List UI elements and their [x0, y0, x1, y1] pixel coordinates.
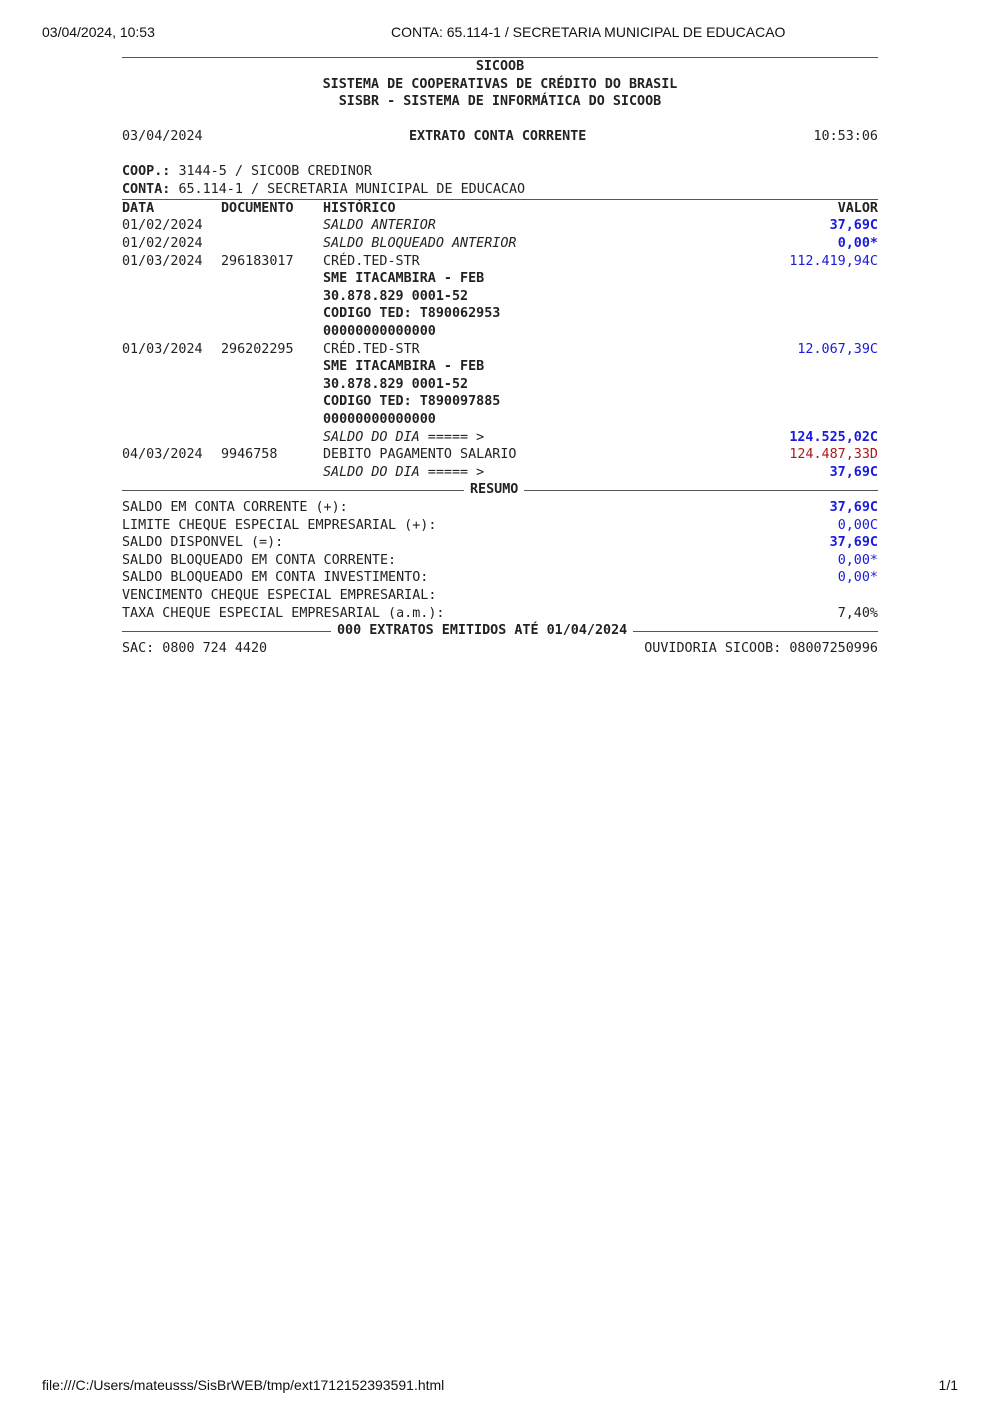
- coop-label: COOP.:: [122, 164, 171, 179]
- resumo-title: RESUMO: [464, 481, 524, 499]
- row-history: CRÉD.TED-STR: [323, 253, 420, 269]
- resumo-label: LIMITE CHEQUE ESPECIAL EMPRESARIAL (+):: [122, 517, 437, 533]
- resumo-value: 7,40%: [837, 605, 878, 621]
- extratos-divider: [122, 622, 878, 640]
- row-value: 0,00*: [837, 236, 878, 251]
- resumo-label: TAXA CHEQUE ESPECIAL EMPRESARIAL (a.m.):: [122, 605, 445, 621]
- row-detail: [122, 411, 878, 429]
- row-detail: [122, 358, 878, 376]
- resumo-label: SALDO BLOQUEADO EM CONTA INVESTIMENTO:: [122, 570, 429, 586]
- detail-text: SME ITACAMBIRA - FEB: [323, 271, 485, 287]
- row-date: 04/03/2024: [122, 447, 203, 463]
- row-history: SALDO BLOQUEADO ANTERIOR: [323, 236, 517, 251]
- table-row: [122, 446, 878, 464]
- detail-text: CODIGO TED: T890062953: [323, 306, 501, 322]
- report-header-row: [122, 128, 878, 146]
- resumo-value: 0,00C: [837, 517, 878, 533]
- resumo-row: [122, 499, 878, 517]
- coop-value: 3144-5 / SICOOB CREDINOR: [178, 164, 372, 179]
- resumo-value: 37,69C: [829, 500, 878, 515]
- bank-name: SICOOB: [475, 59, 525, 74]
- resumo-row: [122, 534, 878, 552]
- resumo-row: [122, 587, 878, 605]
- detail-text: 00000000000000: [323, 412, 436, 427]
- print-page-title: CONTA: 65.114-1 / SECRETARIA MUNICIPAL DE EDUCACAO: [391, 24, 786, 40]
- row-document: 296183017: [221, 253, 294, 269]
- row-date: 01/03/2024: [122, 341, 203, 357]
- detail-text: 30.878.829 0001-52: [323, 376, 469, 392]
- row-detail: [122, 393, 878, 411]
- row-history: SALDO ANTERIOR: [323, 218, 436, 234]
- report-time: 10:53:06: [813, 129, 878, 144]
- system-subtitle: SISBR - SISTEMA DE INFORMÁTICA DO SICOOB: [338, 94, 662, 110]
- extratos-emitidos: 000 EXTRATOS EMITIDOS ATÉ 01/04/2024: [331, 622, 633, 640]
- row-value: 112.419,94C: [789, 253, 878, 269]
- print-datetime: 03/04/2024, 10:53: [42, 24, 155, 40]
- resumo-divider: [122, 481, 878, 499]
- table-row: [122, 253, 878, 271]
- row-detail: [122, 305, 878, 323]
- row-value: 124.525,02C: [789, 429, 878, 445]
- row-detail: [122, 376, 878, 394]
- row-detail: [122, 270, 878, 288]
- table-row: [122, 341, 878, 359]
- resumo-label: SALDO DISPONVEL (=):: [122, 535, 284, 551]
- row-history: CRÉD.TED-STR: [323, 341, 420, 357]
- table-row: [122, 235, 878, 253]
- col-valor: VALOR: [837, 200, 878, 216]
- resumo-value: 0,00*: [837, 552, 878, 568]
- resumo-value: 37,69C: [829, 535, 878, 551]
- conta-value: 65.114-1 / SECRETARIA MUNICIPAL DE EDUCACAO: [178, 181, 526, 197]
- conta-line: [122, 181, 878, 199]
- col-historico: HISTÓRICO: [323, 200, 396, 216]
- print-url: file:///C:/Users/mateusss/SisBrWEB/tmp/ext1712152393591.html: [42, 1377, 445, 1393]
- detail-text: 00000000000000: [323, 324, 436, 339]
- col-data: DATA: [122, 200, 155, 216]
- row-document: 296202295: [221, 341, 294, 357]
- detail-text: 30.878.829 0001-52: [323, 288, 469, 304]
- report-title: EXTRATO CONTA CORRENTE: [409, 129, 587, 144]
- ouvidoria-phone: OUVIDORIA SICOOB: 08007250996: [644, 641, 878, 656]
- detail-text: SME ITACAMBIRA - FEB: [323, 359, 485, 375]
- print-page-number: 1/1: [938, 1377, 958, 1393]
- row-history: DEBITO PAGAMENTO SALARIO: [323, 447, 517, 463]
- resumo-label: SALDO BLOQUEADO EM CONTA CORRENTE:: [122, 552, 397, 568]
- row-document: 9946758: [221, 447, 278, 463]
- row-history: SALDO DO DIA ===== >: [323, 464, 485, 480]
- statement-document: [122, 58, 878, 668]
- resumo-row: [122, 517, 878, 535]
- resumo-label: VENCIMENTO CHEQUE ESPECIAL EMPRESARIAL:: [122, 588, 437, 603]
- detail-text: CODIGO TED: T890097885: [323, 394, 501, 410]
- resumo-row: [122, 569, 878, 587]
- row-value: 37,69C: [829, 464, 878, 480]
- resumo-label: SALDO EM CONTA CORRENTE (+):: [122, 500, 348, 515]
- row-date: 01/02/2024: [122, 218, 203, 234]
- row-value: 124.487,33D: [789, 447, 878, 463]
- report-date: 03/04/2024: [122, 129, 203, 144]
- resumo-row: [122, 605, 878, 623]
- table-header: [122, 200, 878, 218]
- row-detail: [122, 288, 878, 306]
- row-date: 01/03/2024: [122, 253, 203, 269]
- table-row: [122, 217, 878, 235]
- sac-phone: SAC: 0800 724 4420: [122, 641, 268, 656]
- row-date: 01/02/2024: [122, 236, 203, 251]
- col-documento: DOCUMENTO: [221, 200, 294, 216]
- resumo-value: 0,00*: [837, 570, 878, 586]
- table-row: [122, 464, 878, 482]
- table-row: [122, 429, 878, 447]
- resumo-row: [122, 552, 878, 570]
- row-value: 37,69C: [829, 218, 878, 234]
- footer-row: [122, 640, 878, 658]
- coop-line: [122, 163, 878, 181]
- system-name: SISTEMA DE COOPERATIVAS DE CRÉDITO DO BRASIL: [322, 76, 678, 92]
- row-detail: [122, 323, 878, 341]
- conta-label: CONTA:: [122, 181, 171, 197]
- row-value: 12.067,39C: [797, 341, 878, 357]
- row-history: SALDO DO DIA ===== >: [323, 429, 485, 445]
